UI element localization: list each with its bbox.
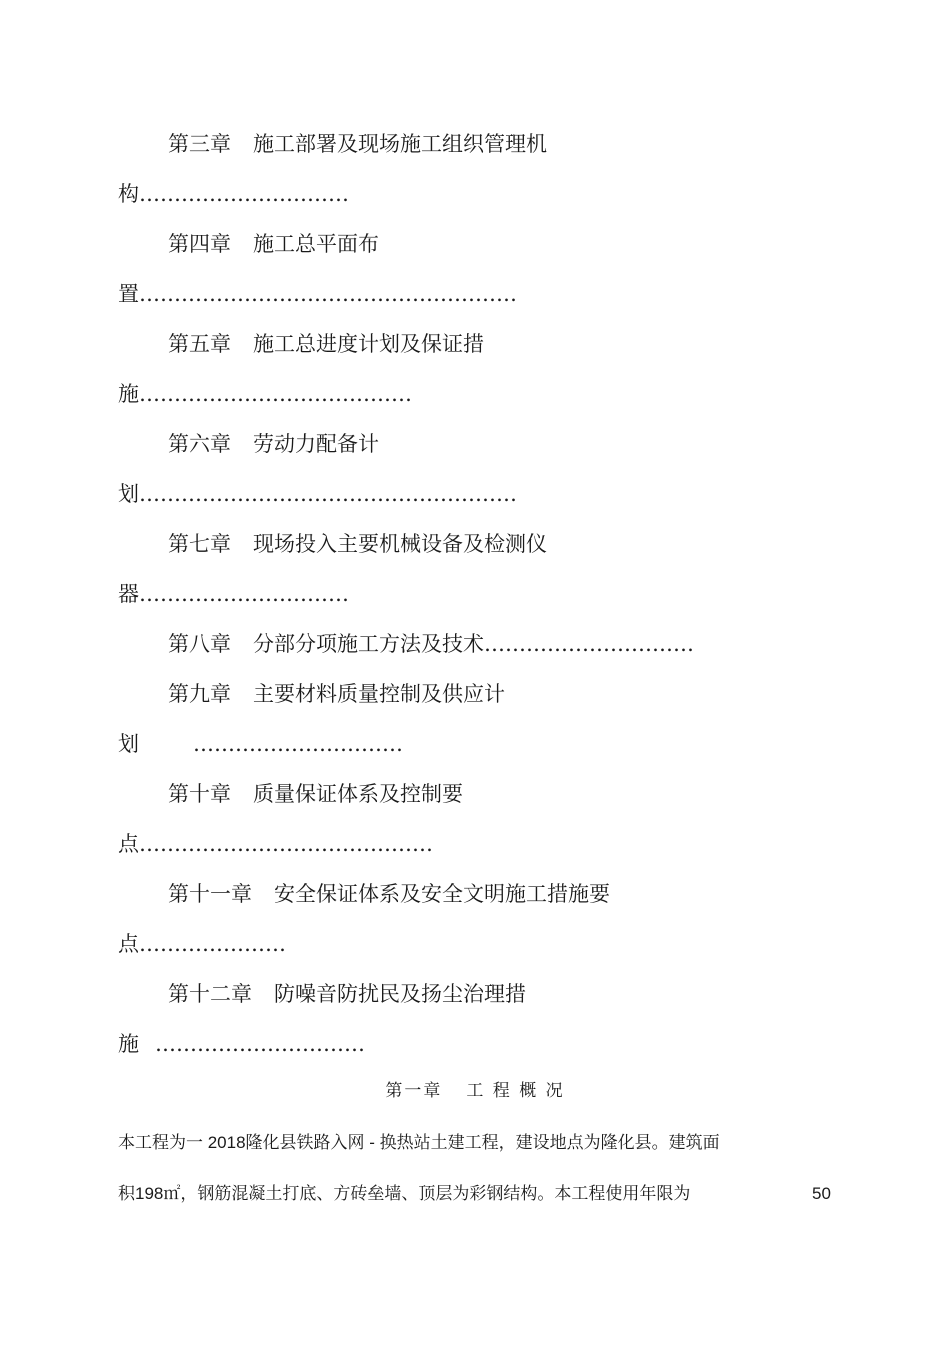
toc-leader-dots: ……………………………………………… bbox=[139, 482, 517, 506]
toc-title: 质量保证体系及控制要 bbox=[253, 782, 463, 806]
body-paragraph-line-1: 本工程为一 2018隆化县铁路入网 - 换热站土建工程，建设地点为隆化县。建筑面 bbox=[118, 1133, 720, 1152]
toc-wrap-line bbox=[118, 830, 433, 858]
toc-heading bbox=[168, 430, 379, 458]
toc-leader-dots: ………………………………… bbox=[139, 382, 412, 406]
toc-title: 现场投入主要机械设备及检测仪 bbox=[253, 532, 547, 556]
toc-heading bbox=[168, 530, 547, 558]
toc-leader-dots: ……………………………………………… bbox=[139, 282, 517, 306]
toc-title: 劳动力配备计 bbox=[253, 432, 379, 456]
chapter-one-title: 工 程 概 况 bbox=[466, 1081, 565, 1101]
toc-wrap-text: 点 bbox=[118, 832, 139, 856]
toc-chapter-label: 第四章 bbox=[168, 232, 231, 256]
toc-wrap-line bbox=[118, 930, 286, 958]
toc-leader-dots: ………………………… bbox=[139, 182, 349, 206]
toc-chapter-label: 第十章 bbox=[168, 782, 231, 806]
toc-title: 分部分项施工方法及技术 bbox=[253, 632, 484, 656]
toc-heading bbox=[168, 630, 694, 658]
toc-wrap-text: 点 bbox=[118, 932, 139, 956]
toc-wrap-text: 构 bbox=[118, 182, 139, 206]
toc-leader-dots: ………………………… bbox=[155, 1032, 365, 1056]
toc-chapter-label: 第五章 bbox=[168, 332, 231, 356]
toc-heading bbox=[168, 680, 505, 708]
toc-wrap-line bbox=[118, 580, 349, 608]
toc-leader-dots: ………………… bbox=[139, 932, 286, 956]
toc-wrap-text: 器 bbox=[118, 582, 139, 606]
toc-title: 防噪音防扰民及扬尘治理措 bbox=[274, 982, 526, 1006]
toc-title: 主要材料质量控制及供应计 bbox=[253, 682, 505, 706]
toc-chapter-label: 第十一章 bbox=[168, 882, 252, 906]
toc-title: 施工总进度计划及保证措 bbox=[253, 332, 484, 356]
toc-wrap-line bbox=[118, 1030, 365, 1058]
body-paragraph-trailing-number: 50 bbox=[812, 1184, 831, 1203]
chapter-one-label: 第一章 bbox=[385, 1081, 443, 1101]
toc-title: 施工部署及现场施工组织管理机 bbox=[253, 132, 547, 156]
toc-heading bbox=[168, 980, 526, 1008]
toc-wrap-text: 划 bbox=[118, 732, 139, 756]
toc-wrap-line bbox=[118, 380, 412, 408]
toc-wrap-line bbox=[118, 730, 403, 758]
toc-heading bbox=[168, 230, 379, 258]
toc-title: 安全保证体系及安全文明施工措施要 bbox=[274, 882, 610, 906]
toc-chapter-label: 第八章 bbox=[168, 632, 231, 656]
toc-heading bbox=[168, 130, 547, 158]
toc-chapter-label: 第十二章 bbox=[168, 982, 252, 1006]
toc-wrap-line bbox=[118, 180, 349, 208]
toc-wrap-line bbox=[118, 480, 517, 508]
toc-leader-dots: ………………………… bbox=[193, 732, 403, 756]
toc-wrap-text: 置 bbox=[118, 282, 139, 306]
toc-wrap-text: 施 bbox=[118, 382, 139, 406]
toc-leader-dots: ………………………… bbox=[484, 632, 694, 656]
toc-title: 施工总平面布 bbox=[253, 232, 379, 256]
toc-chapter-label: 第九章 bbox=[168, 682, 231, 706]
toc-heading bbox=[168, 780, 463, 808]
toc-wrap-line bbox=[118, 280, 517, 308]
toc-wrap-text: 施 bbox=[118, 1032, 139, 1056]
toc-wrap-text: 划 bbox=[118, 482, 139, 506]
toc-chapter-label: 第六章 bbox=[168, 432, 231, 456]
toc-heading bbox=[168, 330, 484, 358]
toc-leader-dots: ………………………… bbox=[139, 582, 349, 606]
chapter-one-heading bbox=[0, 1078, 950, 1104]
toc-leader-dots: …………………………………… bbox=[139, 832, 433, 856]
toc-chapter-label: 第七章 bbox=[168, 532, 231, 556]
toc-chapter-label: 第三章 bbox=[168, 132, 231, 156]
toc-heading bbox=[168, 880, 610, 908]
body-paragraph-line-2: 积198㎡，钢筋混凝土打底、方砖垒墙、顶层为彩钢结构。本工程使用年限为 bbox=[118, 1184, 691, 1203]
